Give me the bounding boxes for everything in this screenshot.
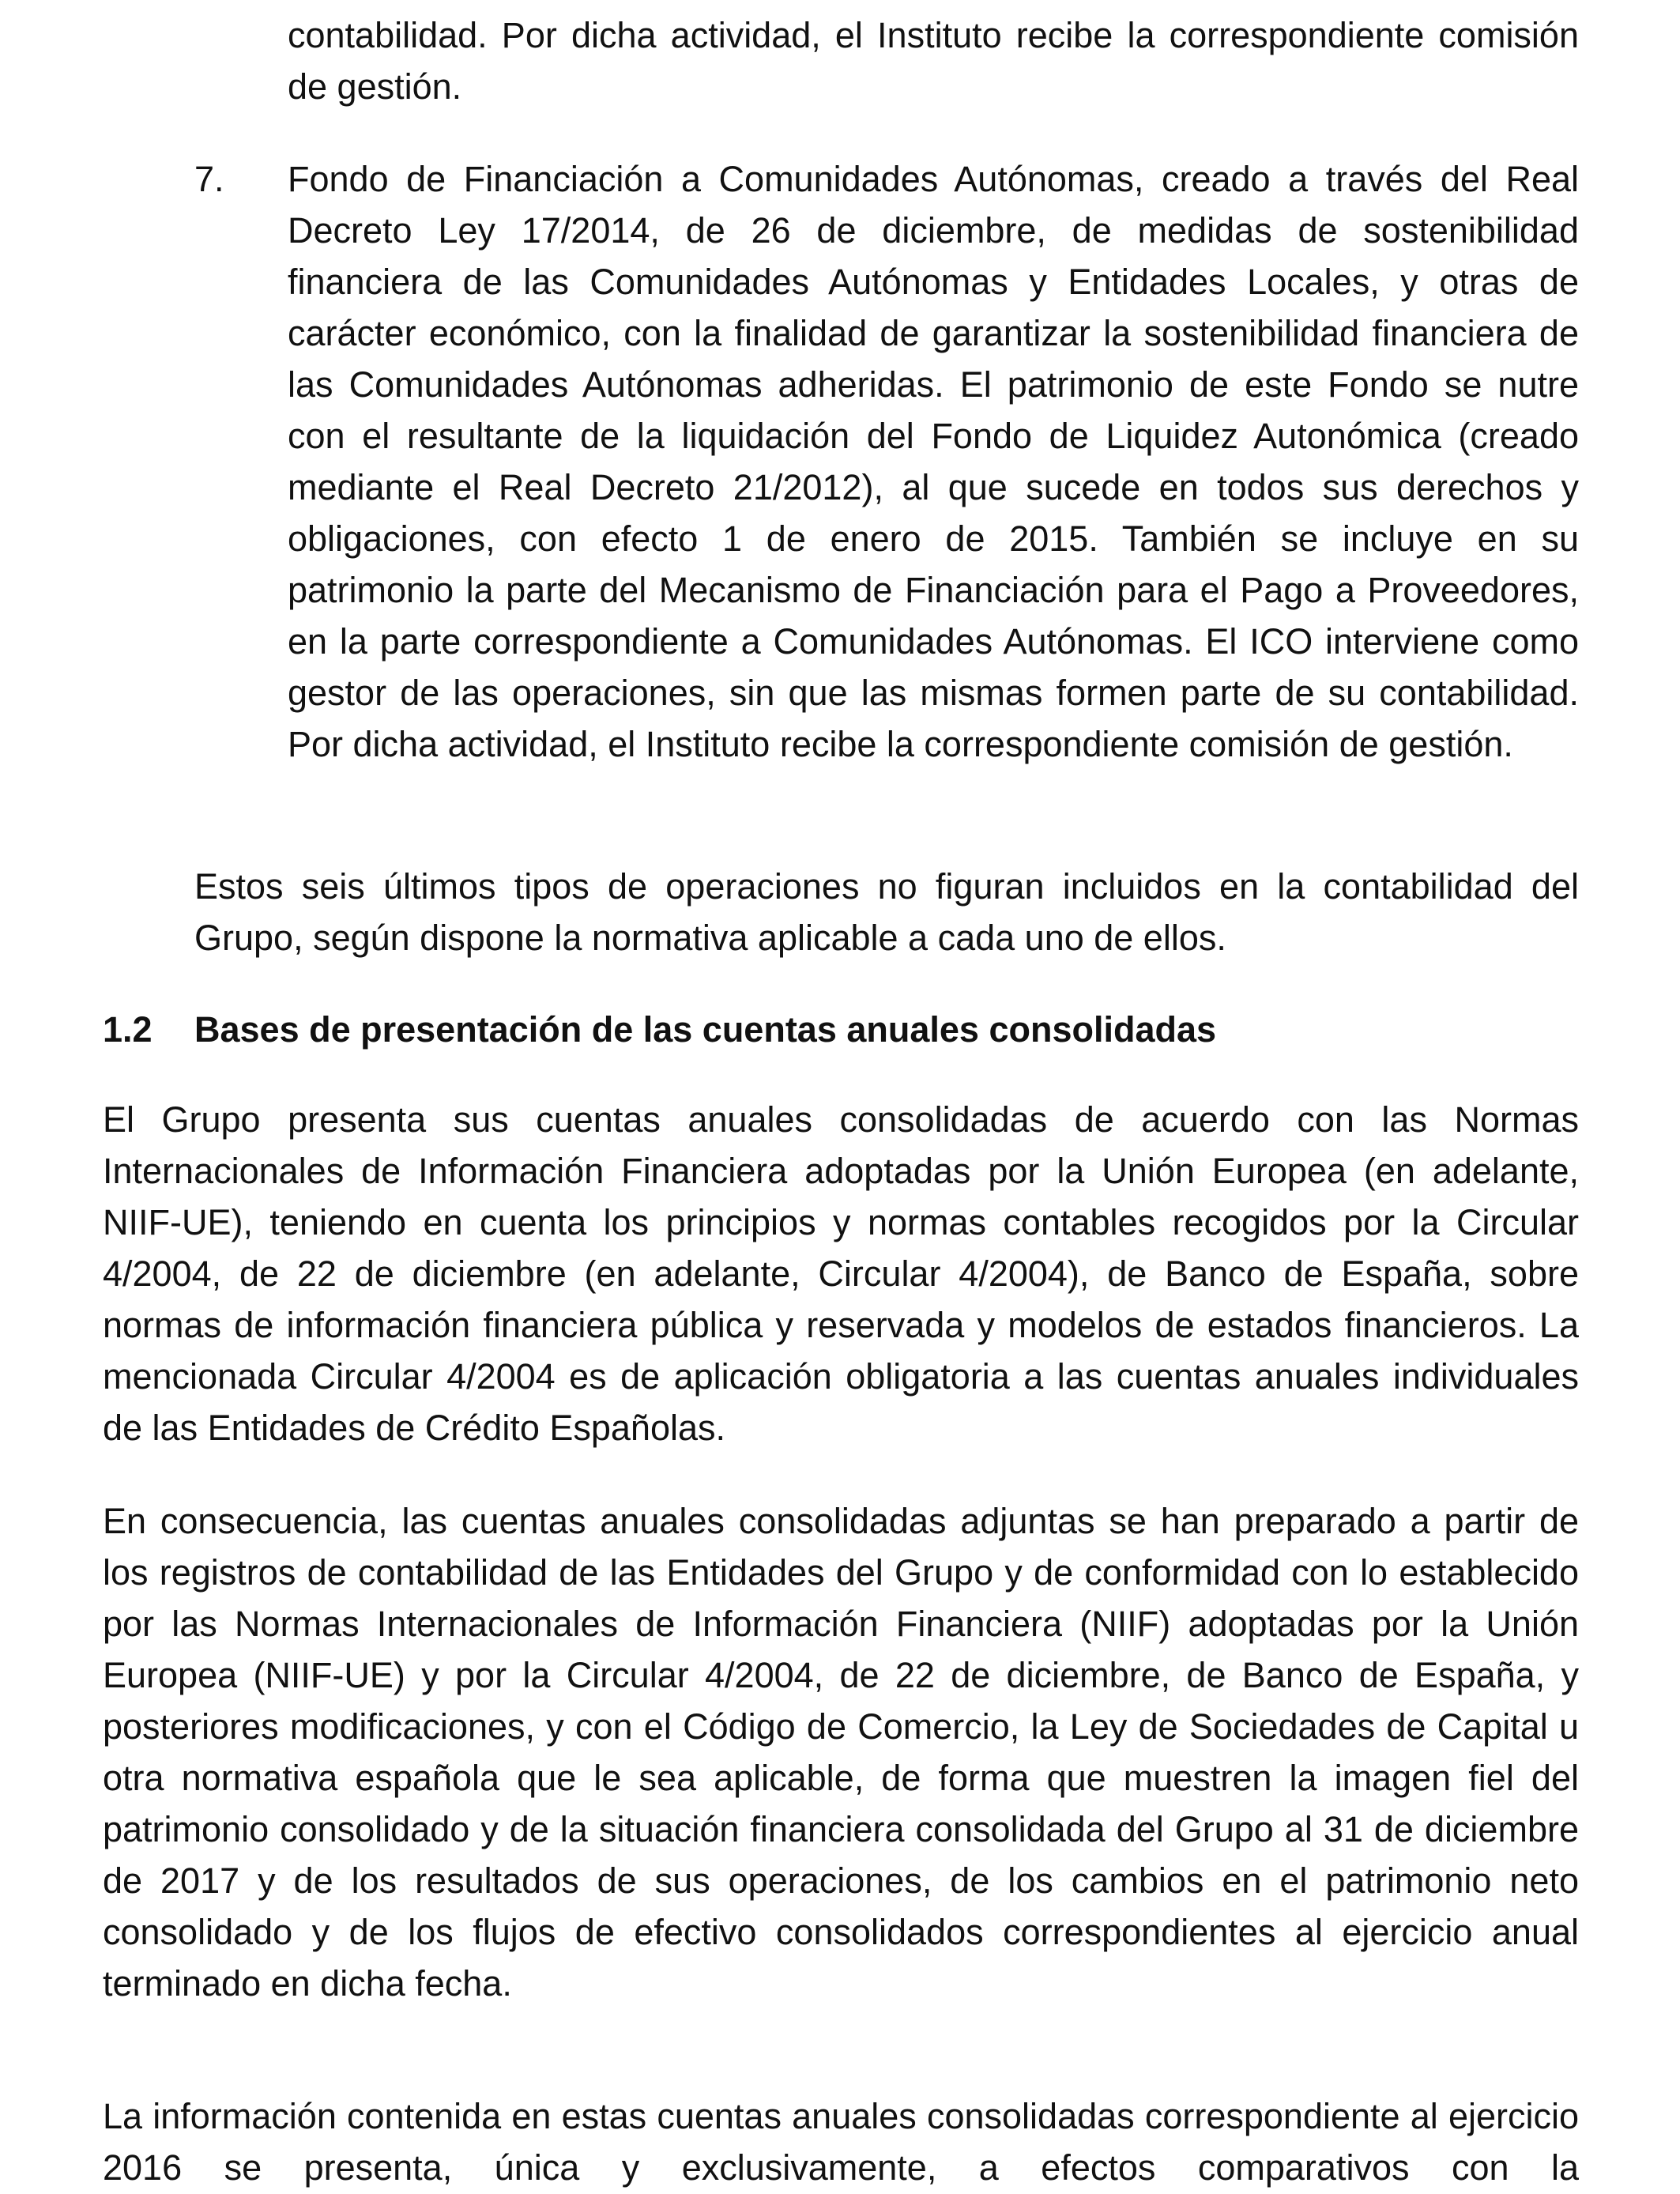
summary-paragraph: Estos seis últimos tipos de operaciones no figuran incluidos en la contabilidad del Grupo, según dispone la normativa aplicable a cada uno de ellos. (194, 866, 1579, 958)
body-paragraph-1: El Grupo presenta sus cuentas anuales consolidadas de acuerdo con las Normas Internacionales de Información Financiera adoptadas por la Unión Europea (en adelante, NIIF-UE), teniendo en cuenta los principios y normas contables recogidos por la Circular 4/2004, de 22 de diciembre (en adelante, Circular 4/2004), de Banco de España, sobre normas de información financiera pública y reservada y modelos de estados financieros. La mencionada Circular 4/2004 es de aplicación obligatoria a las cuentas anuales individuales de las Entidades de Crédito Españolas. (103, 1099, 1579, 1448)
section-heading (103, 1004, 1216, 1055)
section-number: 1.2 (103, 1009, 153, 1050)
continuation-paragraph: contabilidad. Por dicha actividad, el Instituto recibe la correspondiente comisión de gestión. (288, 15, 1579, 107)
section-title: Bases de presentación de las cuentas anuales consolidadas (194, 1009, 1217, 1050)
body-paragraph-2: En consecuencia, las cuentas anuales consolidadas adjuntas se han preparado a partir de los registros de contabilidad de las Entidades del Grupo y de conformidad con lo establecido por las Normas Internacionales de Información Financiera (NIIF) adoptadas por la Unión Europea (NIIF-UE) y por la Circular 4/2004, de 22 de diciembre, de Banco de España, y posteriores modificaciones, y con el Código de Comercio, la Ley de Sociedades de Capital u otra normativa española que le sea aplicable, de forma que muestren la imagen fiel del patrimonio consolidado y de la situación financiera consolidada del Grupo al 31 de diciembre de 2017 y de los resultados de sus operaciones, de los cambios en el patrimonio neto consolidado y de los flujos de efectivo consolidados correspondientes al ejercicio anual terminado en dicha fecha. (103, 1501, 1579, 2004)
list-item-number: 7. (194, 159, 224, 199)
body-paragraph-3: La información contenida en estas cuentas anuales consolidadas correspondiente al ejercicio 2016 se presenta, única y exclusivamente, a efectos comparativos con la (103, 2096, 1579, 2188)
list-item-text: Fondo de Financiación a Comunidades Autónomas, creado a través del Real Decreto Ley 17/2014, de 26 de diciembre, de medidas de sostenibilidad financiera de las Comunidades Autónomas y Entidades Locales, y otras de carácter económico, con la finalidad de garantizar la sostenibilidad financiera de las Comunidades Autónomas adheridas. El patrimonio de este Fondo se nutre con el resultante de la liquidación del Fondo de Liquidez Autonómica (creado mediante el Real Decreto 21/2012), al que sucede en todos sus derechos y obligaciones, con efecto 1 de enero de 2015. También se incluye en su patrimonio la parte del Mecanismo de Financiación para el Pago a Proveedores, en la parte correspondiente a Comunidades Autónomas. El ICO interviene como gestor de las operaciones, sin que las mismas formen parte de su contabilidad. Por dicha actividad, el Instituto recibe la correspondiente comisión de gestión. (288, 159, 1579, 764)
